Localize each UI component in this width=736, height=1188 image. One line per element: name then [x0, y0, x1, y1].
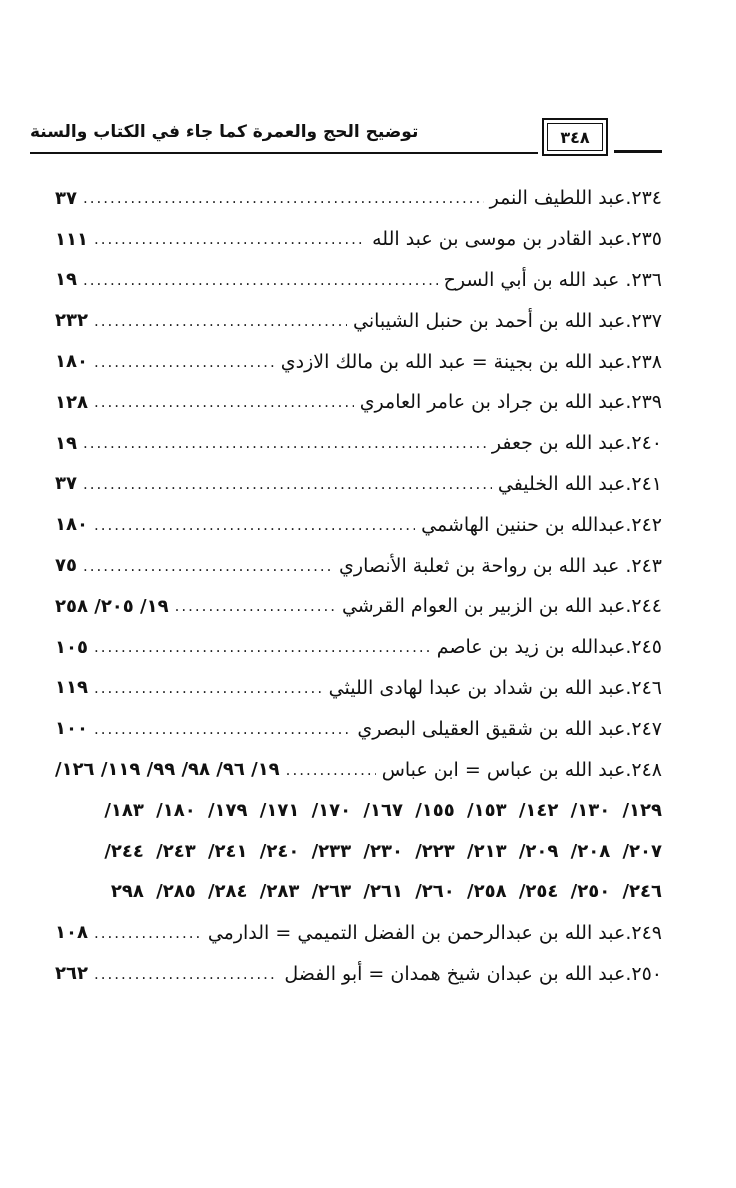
entry-name: ٢٤١.عبد الله الخليفي [497, 472, 662, 495]
book-title: توضيح الحج والعمرة كما جاء في الكتاب والسنة [30, 122, 419, 142]
entry-pages: ١٢٨ [55, 391, 88, 413]
index-entry [55, 708, 662, 749]
leader-dots [83, 557, 333, 575]
index-entry [55, 749, 662, 790]
entry-pages: ٢٣٢ [55, 310, 88, 332]
leader-dots [94, 353, 275, 371]
index-entry [55, 423, 662, 464]
leader-dots [94, 924, 202, 942]
entry-name: ٢٥٠.عبد الله بن عبدان شيخ همدان = أبو الفضل [284, 962, 662, 985]
leader-dots [94, 638, 431, 656]
entry-pages: ١٠٨ [55, 922, 88, 944]
header-rule-right [614, 150, 662, 153]
continuation-pages: ١٢٩/ ١٣٠/ ١٤٢/ ١٥٣/ ١٥٥/ ١٦٧/ ١٧٠/ ١٧١/ ١٧٩/ ١٨٠/ ١٨٣/ [104, 799, 662, 821]
index-entry [55, 545, 662, 586]
entry-pages: ١٩/ ٩٦/ ٩٨/ ٩٩/ ١١٩/ ١٢٦/ [55, 759, 280, 781]
leader-dots [83, 475, 492, 493]
index-entry [55, 341, 662, 382]
entry-pages: ٢٦٢ [55, 963, 88, 985]
entry-name: ٢٤٠.عبد الله بن جعفر [491, 432, 662, 455]
index-entry [55, 260, 662, 301]
entry-name: ٢٤٨.عبد الله بن عباس = ابن عباس [381, 758, 662, 781]
page-number-box [542, 118, 608, 156]
entry-pages: ١٨٠ [55, 351, 88, 373]
continuation-pages: ٢٠٧/ ٢٠٨/ ٢٠٩/ ٢١٣/ ٢٢٣/ ٢٣٠/ ٢٣٣/ ٢٤٠/ ٢٤١/ ٢٤٣/ ٢٤٤/ [104, 840, 662, 862]
leader-dots [94, 230, 366, 248]
entry-name: ٢٤٦.عبد الله بن شداد بن عبدا لهادى الليثي [328, 676, 662, 699]
index-entry [55, 586, 662, 627]
entry-pages: ١١٩ [55, 677, 88, 699]
leader-dots [94, 516, 415, 534]
entry-name: ٢٤٧.عبد الله بن شقيق العقيلى البصري [357, 717, 662, 740]
entry-name: ٢٤٤.عبد الله بن الزبير بن العوام القرشي [341, 595, 662, 618]
index-entry [55, 912, 662, 953]
continuation-line [55, 872, 662, 913]
index-entry [55, 627, 662, 668]
entry-name: ٢٣٩.عبد الله بن جراد بن عامر العامري [359, 391, 662, 414]
index-entry [55, 300, 662, 341]
leader-dots [175, 597, 336, 615]
leader-dots [94, 312, 347, 330]
entry-pages: ١٠٥ [55, 636, 88, 658]
entry-pages: ١٩ [55, 432, 77, 454]
page-number: ٣٤٨ [547, 123, 603, 151]
index-entry [55, 668, 662, 709]
header-rule [30, 152, 538, 154]
leader-dots [83, 434, 486, 452]
entry-name: ٢٤٢.عبدالله بن حننين الهاشمي [421, 513, 662, 536]
continuation-line [55, 831, 662, 872]
index-entry [55, 219, 662, 260]
leader-dots [94, 679, 323, 697]
entry-name: ٢٣٥.عبد القادر بن موسى بن عبد الله [372, 228, 662, 251]
entry-name: ٢٣٤.عبد اللطيف النمر [489, 187, 662, 210]
entry-name: ٢٣٧.عبد الله بن أحمد بن حنبل الشيباني [353, 309, 662, 332]
entry-pages: ١٩/ ٢٠٥/ ٢٥٨ [55, 595, 169, 617]
leader-dots [83, 189, 484, 207]
index-entry [55, 178, 662, 219]
index-entry [55, 504, 662, 545]
continuation-pages: ٢٤٦/ ٢٥٠/ ٢٥٤/ ٢٥٨/ ٢٦٠/ ٢٦١/ ٢٦٣/ ٢٨٣/ ٢٨٤/ ٢٨٥/ ٢٩٨ [110, 881, 662, 903]
entry-pages: ١٩ [55, 269, 77, 291]
leader-dots [94, 720, 351, 738]
continuation-line [55, 790, 662, 831]
page-header [30, 118, 662, 160]
entry-name: ٢٤٩.عبد الله بن عبدالرحمن بن الفضل التميمي = الدارمي [207, 921, 662, 944]
leader-dots [94, 965, 278, 983]
index-entry [55, 382, 662, 423]
leader-dots [286, 761, 376, 779]
entry-name: ٢٣٦. عبد الله بن أبي السرح [443, 268, 662, 291]
entry-pages: ١٠٠ [55, 718, 88, 740]
entry-name: ٢٣٨.عبد الله بن بجينة = عبد الله بن مالك الازدي [280, 350, 662, 373]
index-entry [55, 464, 662, 505]
entry-pages: ١٨٠ [55, 514, 88, 536]
entry-pages: ٣٧ [55, 187, 77, 209]
index-list [55, 178, 662, 994]
entry-name: ٢٤٣. عبد الله بن رواحة بن ثعلبة الأنصاري [339, 554, 662, 577]
entry-name: ٢٤٥.عبدالله بن زيد بن عاصم [436, 636, 662, 659]
index-entry [55, 953, 662, 994]
leader-dots [94, 393, 354, 411]
entry-pages: ٣٧ [55, 473, 77, 495]
entry-pages: ٧٥ [55, 555, 77, 577]
entry-pages: ١١١ [55, 228, 88, 250]
leader-dots [83, 271, 438, 289]
